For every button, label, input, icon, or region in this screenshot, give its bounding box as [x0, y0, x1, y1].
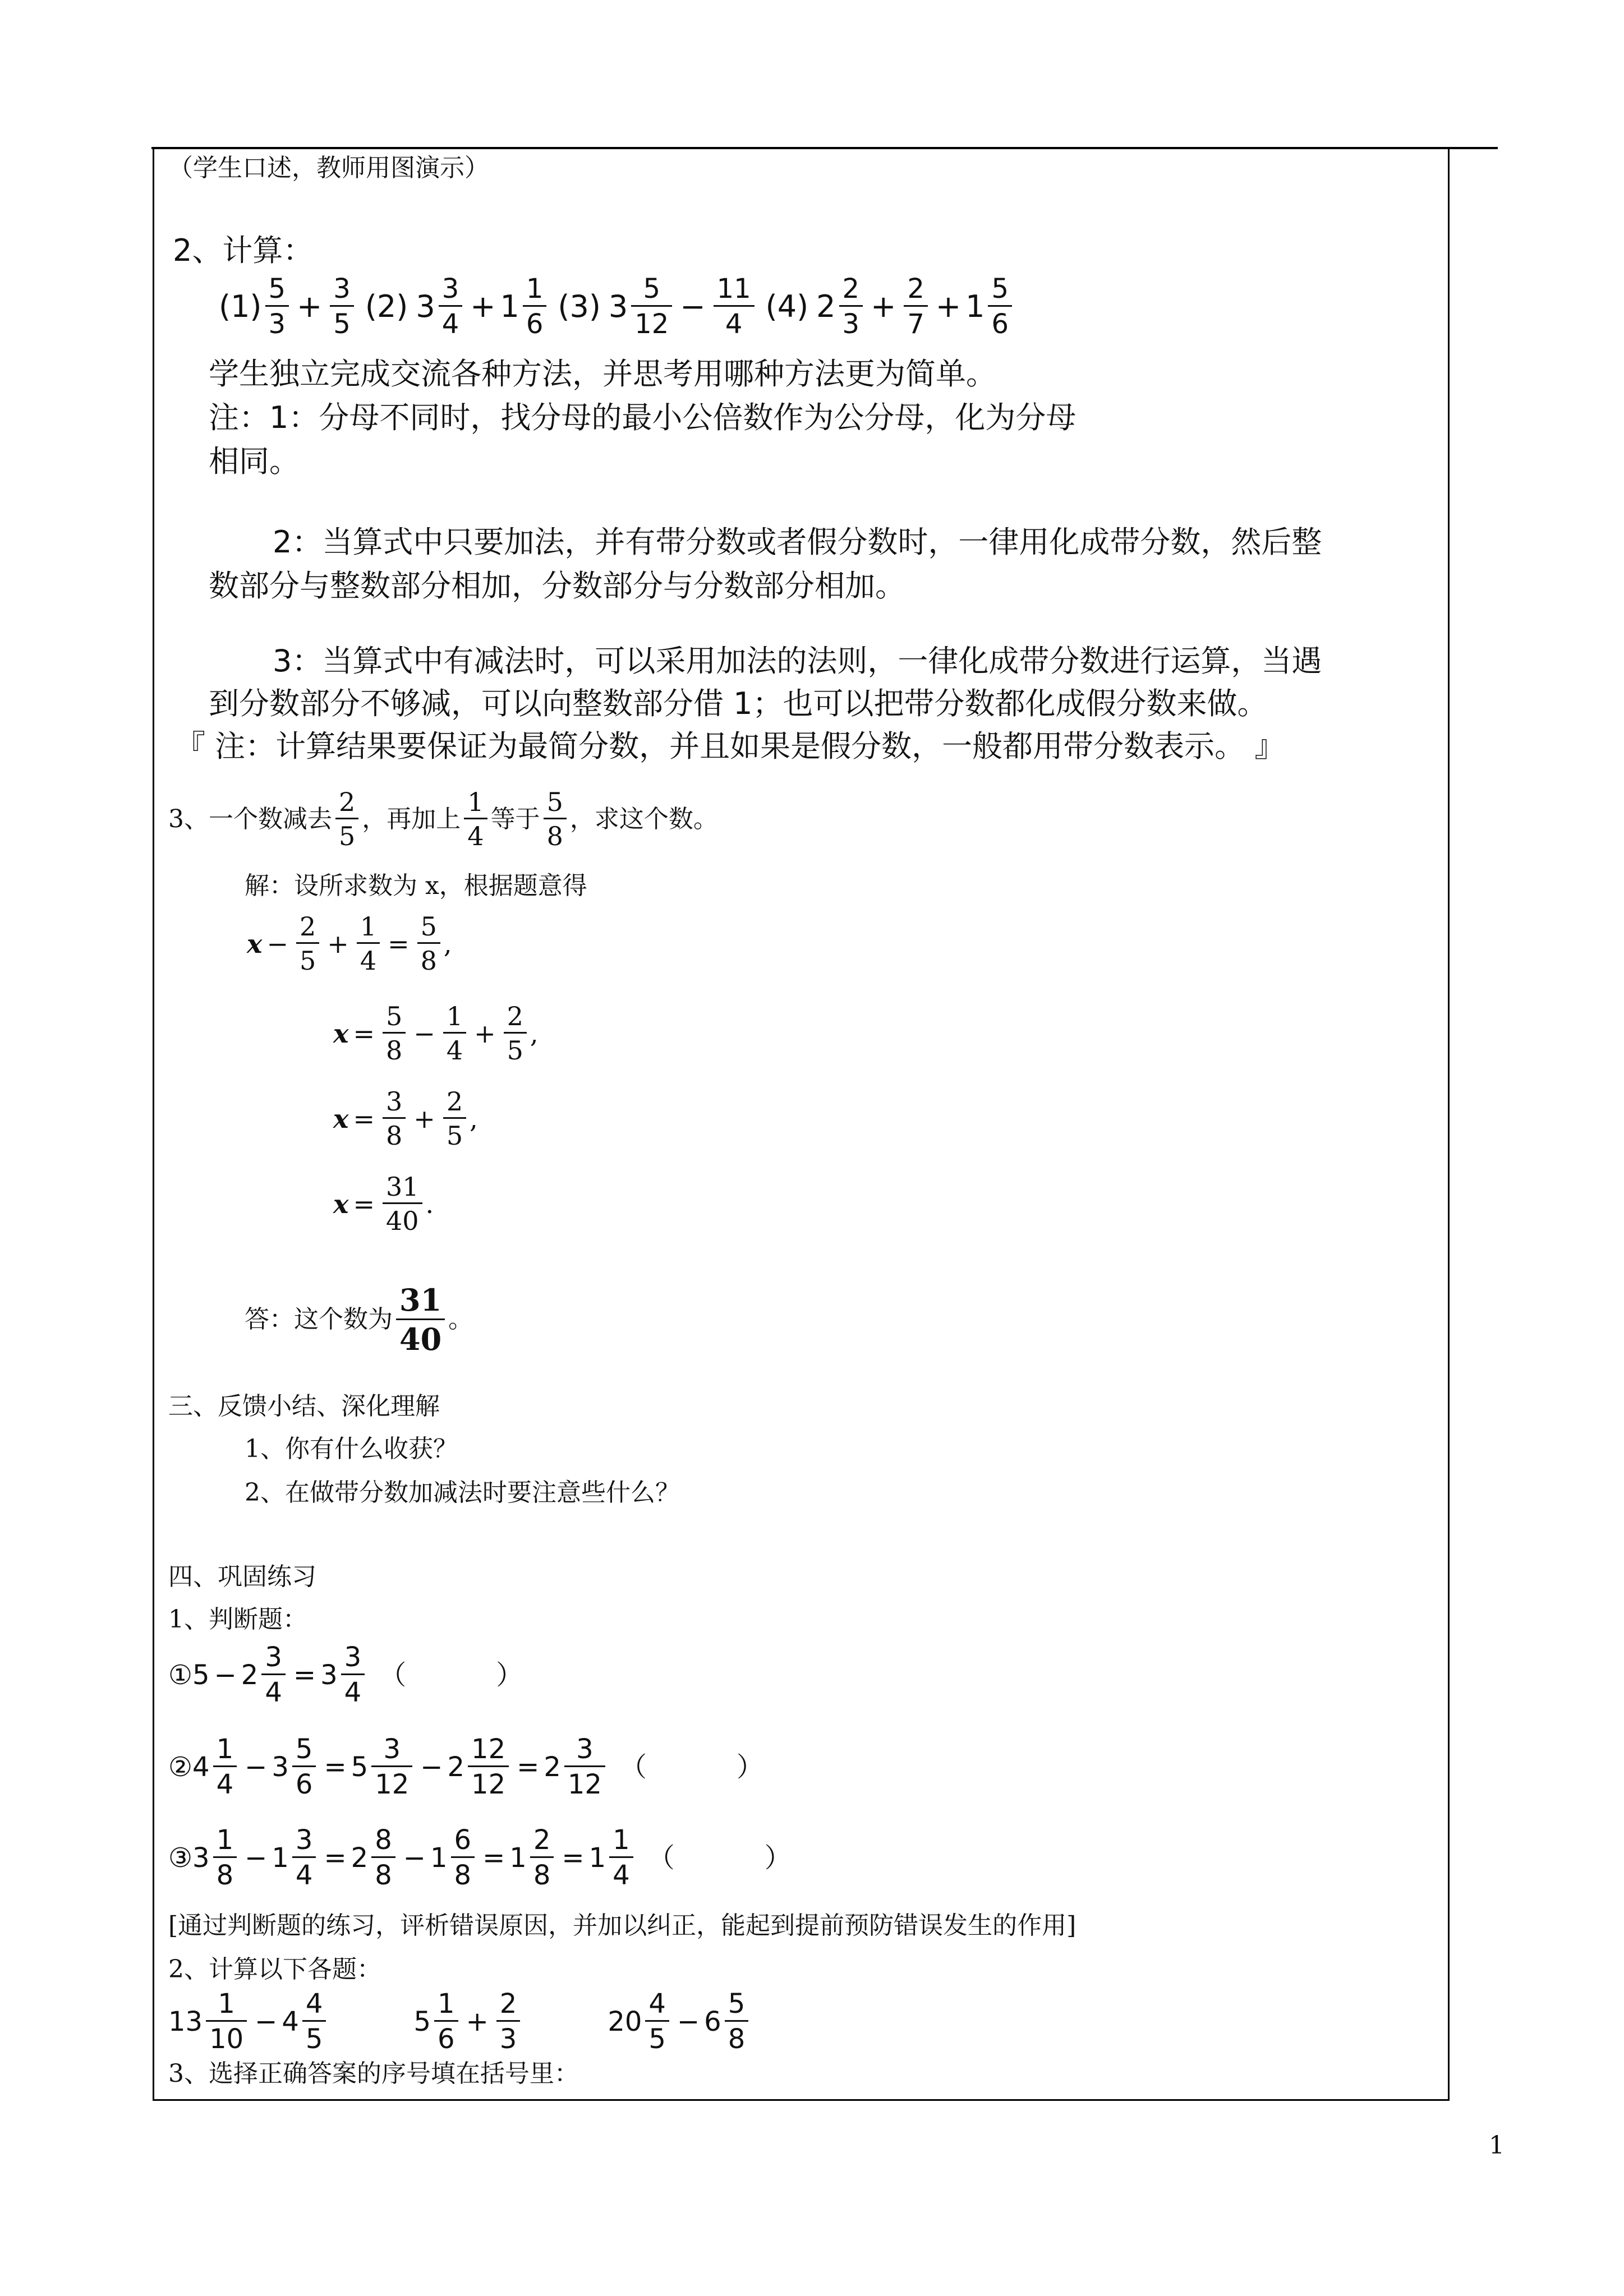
answer-paren-right: ）: [764, 1842, 792, 1874]
fraction: $\frac{3}{4}$: [341, 1643, 365, 1707]
whole-number: 1: [500, 288, 519, 324]
solution-step-4: [333, 1173, 434, 1235]
whole-number: 2: [241, 1659, 259, 1691]
calc-label-2: (2): [365, 288, 408, 324]
whole-number: 2: [351, 1842, 369, 1874]
answer-text: 答：这个数为: [245, 1305, 393, 1334]
fraction: $\frac{1}{8}$: [213, 1826, 237, 1890]
minus-sign: −: [245, 1842, 268, 1874]
judge-2: [168, 1735, 763, 1799]
intro-line: （学生口述，教师用图演示）: [168, 154, 489, 182]
fraction: $\frac{11}{4}$: [714, 275, 755, 339]
answer-paren-left: （: [647, 1842, 675, 1874]
minus-sign: −: [266, 928, 288, 959]
section-3-heading: 三、反馈小结、深化理解: [168, 1392, 440, 1421]
fraction: $\frac{5}{6}$: [292, 1735, 316, 1799]
comma: ,: [443, 928, 452, 959]
whole-number: 5: [192, 1659, 210, 1691]
fraction: $\frac{31}{40}$: [396, 1284, 445, 1355]
fraction: $\frac{3}{5}$: [330, 275, 354, 339]
solution-step-2: [333, 1003, 539, 1064]
note-2b: 数部分与整数部分相加，分数部分与分数部分相加。: [209, 568, 905, 603]
variable-x: x: [333, 1103, 349, 1134]
fraction: $\frac{1}{4}$: [443, 1003, 466, 1064]
variable-x: x: [333, 1188, 349, 1219]
fraction: $\frac{12}{12}$: [468, 1735, 509, 1799]
calc-items: [168, 1990, 752, 2054]
variable-x: x: [247, 928, 263, 959]
plus-sign: +: [466, 2005, 489, 2037]
plus-sign: +: [413, 1103, 435, 1134]
whole-number: 4: [282, 2005, 299, 2037]
note-final: 『 注：计算结果要保证为最简分数，并且如果是假分数，一般都用带分数表示。 』: [175, 729, 1285, 764]
whole-number: 6: [704, 2005, 721, 2037]
comma: ,: [470, 1103, 478, 1134]
equals-sign: =: [517, 1751, 540, 1783]
whole-number: 3: [608, 288, 628, 324]
fraction: $\frac{3}{4}$: [261, 1643, 286, 1707]
comma: ,: [530, 1018, 539, 1049]
note-3b: 到分数部分不够减，可以向整数部分借 1；也可以把带分数都化成假分数来做。: [209, 686, 1268, 721]
whole-number: 1: [509, 1842, 527, 1874]
calc-label-4: (4): [765, 288, 809, 324]
problem-text: 3、一个数减去: [168, 804, 332, 833]
calc-heading: 2、计算：: [173, 233, 314, 268]
answer-paren-left: （: [619, 1751, 647, 1783]
minus-sign: −: [255, 2005, 278, 2037]
fraction: $\frac{1}{4}$: [464, 789, 487, 850]
plus-sign: +: [871, 288, 896, 324]
equals-sign: =: [293, 1659, 316, 1691]
fraction: $\frac{5}{6}$: [988, 275, 1012, 339]
calc-label-3: (3): [558, 288, 601, 324]
whole-number: 2: [447, 1751, 465, 1783]
problem-text: 等于: [490, 804, 540, 833]
calc-heading-2: 2、计算以下各题：: [168, 1955, 381, 1984]
whole-number: 1: [272, 1842, 289, 1874]
equals-sign: =: [324, 1751, 347, 1783]
answer-paren-right: ）: [496, 1659, 523, 1691]
fraction: $\frac{3}{12}$: [371, 1735, 412, 1799]
note-3a: 3：当算式中有减法时，可以采用加法的法则，一律化成带分数进行运算，当遇: [273, 643, 1322, 679]
calc-expressions: [219, 275, 1015, 339]
minus-sign: −: [413, 1018, 435, 1049]
fraction: $\frac{5}{8}$: [725, 1990, 749, 2054]
equals-sign: =: [353, 1103, 375, 1134]
whole-number: 2: [544, 1751, 561, 1783]
fraction: $\frac{1}{4}$: [357, 913, 380, 975]
solution-step-3: [333, 1088, 478, 1150]
minus-sign: −: [420, 1751, 443, 1783]
whole-number: 3: [416, 288, 435, 324]
method-line: 学生独立完成交流各种方法，并思考用哪种方法更为简单。: [209, 356, 996, 391]
variable-x: x: [333, 1018, 349, 1049]
minus-sign: −: [214, 1659, 237, 1691]
note-1a: 注：1：分母不同时，找分母的最小公倍数作为公分母，化为分母: [209, 400, 1076, 435]
item-marker: ②: [168, 1751, 193, 1783]
note-2a: 2：当算式中只要加法，并有带分数或者假分数时，一律用化成带分数，然后整: [273, 524, 1322, 560]
whole-number: 2: [816, 288, 836, 324]
section-4-heading: 四、巩固练习: [168, 1562, 316, 1591]
choose-heading: 3、选择正确答案的序号填在括号里：: [168, 2059, 579, 2088]
minus-sign: −: [677, 2005, 700, 2037]
fraction: $\frac{2}{7}$: [904, 275, 928, 339]
equals-sign: =: [482, 1842, 505, 1874]
fraction: $\frac{2}{5}$: [504, 1003, 527, 1064]
plus-sign: +: [297, 288, 323, 324]
equals-sign: =: [353, 1188, 375, 1219]
period: .: [425, 1188, 434, 1219]
whole-number: 4: [192, 1751, 210, 1783]
section-3-q1: 1、你有什么收获？: [245, 1435, 458, 1463]
plus-sign: +: [470, 288, 496, 324]
equals-sign: =: [353, 1018, 375, 1049]
fraction: $\frac{4}{5}$: [302, 1990, 326, 2054]
problem-text: ，求这个数。: [569, 804, 718, 833]
fraction: $\frac{5}{12}$: [631, 275, 672, 339]
whole-number: 13: [168, 2005, 203, 2037]
whole-number: 1: [588, 1842, 606, 1874]
fraction: $\frac{2}{3}$: [496, 1990, 521, 2054]
judge-note: [通过判断题的练习，评析错误原因，并加以纠正，能起到提前预防错误发生的作用]: [168, 1911, 1076, 1940]
judge-3: [168, 1826, 792, 1890]
fraction: $\frac{2}{5}$: [296, 913, 319, 975]
judge-1: [168, 1643, 523, 1707]
whole-number: 1: [430, 1842, 448, 1874]
fraction: $\frac{5}{3}$: [265, 275, 289, 339]
fraction: $\frac{1}{10}$: [206, 1990, 247, 2054]
fraction: $\frac{1}{6}$: [434, 1990, 458, 2054]
fraction: $\frac{2}{3}$: [839, 275, 863, 339]
item-marker: ③: [168, 1842, 193, 1874]
plus-sign: +: [935, 288, 961, 324]
whole-number: 5: [413, 2005, 431, 2037]
equals-sign: =: [388, 928, 410, 959]
answer-paren-right: ）: [736, 1751, 763, 1783]
fraction: $\frac{31}{40}$: [383, 1173, 422, 1235]
fraction: $\frac{4}{5}$: [645, 1990, 669, 2054]
fraction: $\frac{1}{6}$: [523, 275, 547, 339]
fraction: $\frac{1}{4}$: [609, 1826, 633, 1890]
item-marker: ①: [168, 1659, 193, 1691]
fraction: $\frac{2}{5}$: [443, 1088, 466, 1150]
equals-sign: =: [562, 1842, 585, 1874]
answer-text: 。: [448, 1305, 473, 1334]
calc-label-1: (1): [219, 288, 262, 324]
whole-number: 5: [351, 1751, 369, 1783]
minus-sign: −: [680, 288, 706, 324]
minus-sign: −: [245, 1751, 268, 1783]
page-number: 1: [1489, 2131, 1505, 2160]
fraction: $\frac{8}{8}$: [371, 1826, 395, 1890]
whole-number: 1: [965, 288, 985, 324]
fraction: $\frac{3}{4}$: [439, 275, 463, 339]
answer-paren-left: （: [379, 1659, 407, 1691]
solution-intro: 解：设所求数为 x，根据题意得: [245, 872, 587, 900]
fraction: $\frac{5}{8}$: [417, 913, 440, 975]
fraction: $\frac{2}{8}$: [530, 1826, 554, 1890]
judge-heading: 1、判断题：: [168, 1605, 307, 1634]
whole-number: 3: [192, 1842, 210, 1874]
fraction: $\frac{1}{4}$: [213, 1735, 237, 1799]
equals-sign: =: [324, 1842, 347, 1874]
answer-line: [245, 1284, 473, 1355]
problem-3: [168, 789, 718, 850]
solution-step-1: [247, 913, 452, 975]
fraction: $\frac{6}{8}$: [451, 1826, 475, 1890]
plus-sign: +: [327, 928, 349, 959]
whole-number: 3: [320, 1659, 338, 1691]
fraction: $\frac{2}{5}$: [335, 789, 358, 850]
fraction: $\frac{5}{8}$: [383, 1003, 406, 1064]
minus-sign: −: [403, 1842, 426, 1874]
note-1b: 相同。: [209, 444, 300, 479]
whole-number: 3: [272, 1751, 289, 1783]
fraction: $\frac{3}{12}$: [564, 1735, 605, 1799]
section-3-q2: 2、在做带分数加减法时要注意些什么？: [245, 1478, 680, 1507]
fraction: $\frac{3}{4}$: [292, 1826, 316, 1890]
fraction: $\frac{3}{8}$: [383, 1088, 406, 1150]
fraction: $\frac{5}{8}$: [544, 789, 567, 850]
whole-number: 20: [608, 2005, 642, 2037]
problem-text: ，再加上: [362, 804, 461, 833]
plus-sign: +: [474, 1018, 496, 1049]
